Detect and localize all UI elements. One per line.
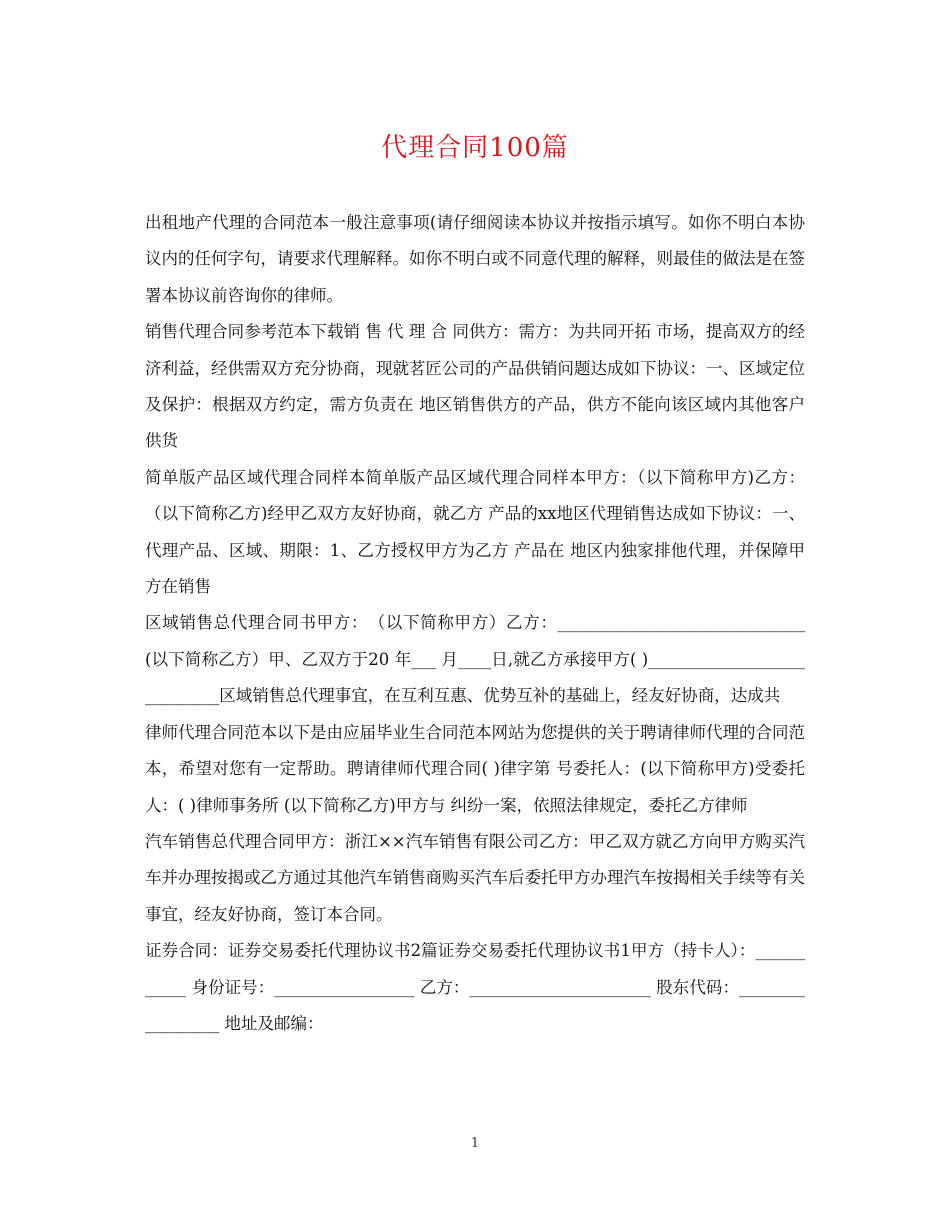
document-body <box>145 205 805 1042</box>
paragraph-securities-agency: 证券合同：证券交易委托代理协议书2篇证券交易委托代理协议书1甲方（持卡人）：___________ 身份证号：_________________ 乙方：______________________ 股东代码：_________________ 地址及邮编： <box>145 941 805 1033</box>
paragraph-regional-sales-general-agency: 区域销售总代理合同书甲方： （以下简称甲方）乙方：______________________________ (以下简称乙方）甲、乙双方于20 年___ 月____日,就乙方承接甲方( )____________________________区域销售总代理事宜，在互利互惠、优势互补的基础上，经友好协商，达成共 <box>145 613 805 706</box>
paragraph-regional-product-agency: 简单版产品区域代理合同样本简单版产品区域代理合同样本甲方：（以下简称甲方)乙方：（以下简称乙方)经甲乙双方友好协商，就乙方 产品的xx地区代理销售达成如下协议：一、代理产品、区域、期限：1、乙方授权甲方为乙方 产品在 地区内独家排他代理，并保障甲方在销售 <box>145 467 805 597</box>
paragraph-sales-agency: 销售代理合同参考范本下载销 售 代 理 合 同供方：需方：为共同开拓 市场，提高双方的经济利益，经供需双方充分协商，现就茗匠公司的产品供销问题达成如下协议：一、区域定位及保护：根据双方约定，需方负责在 地区销售供方的产品，供方不能向该区域内其他客户供货 <box>145 322 805 451</box>
page-number: 1 <box>470 1136 480 1151</box>
paragraph-car-sales-agency: 汽车销售总代理合同甲方：浙江××汽车销售有限公司乙方：甲乙双方就乙方向甲方购买汽车并办理按揭或乙方通过其他汽车销售商购买汽车后委托甲方办理汽车按揭相关手续等有关事宜，经友好协商，签订本合同。 <box>145 831 805 924</box>
document-title: 代理合同100篇 <box>381 133 569 163</box>
paragraph-rental-agency: 出租地产代理的合同范本一般注意事项(请仔细阅读本协议并按指示填写。如你不明白本协议内的任何字句，请要求代理解释。如你不明白或不同意代理的解释，则最佳的做法是在签署本协议前咨询你的律师。 <box>145 213 805 305</box>
paragraph-lawyer-agency: 律师代理合同范本以下是由应届毕业生合同范本网站为您提供的关于聘请律师代理的合同范本，希望对您有一定帮助。聘请律师代理合同( )律字第 号委托人：(以下简称甲方)受委托人：( )律师事务所 (以下简称乙方)甲方与 纠纷一案，依照法律规定，委托乙方律师 <box>145 722 805 815</box>
